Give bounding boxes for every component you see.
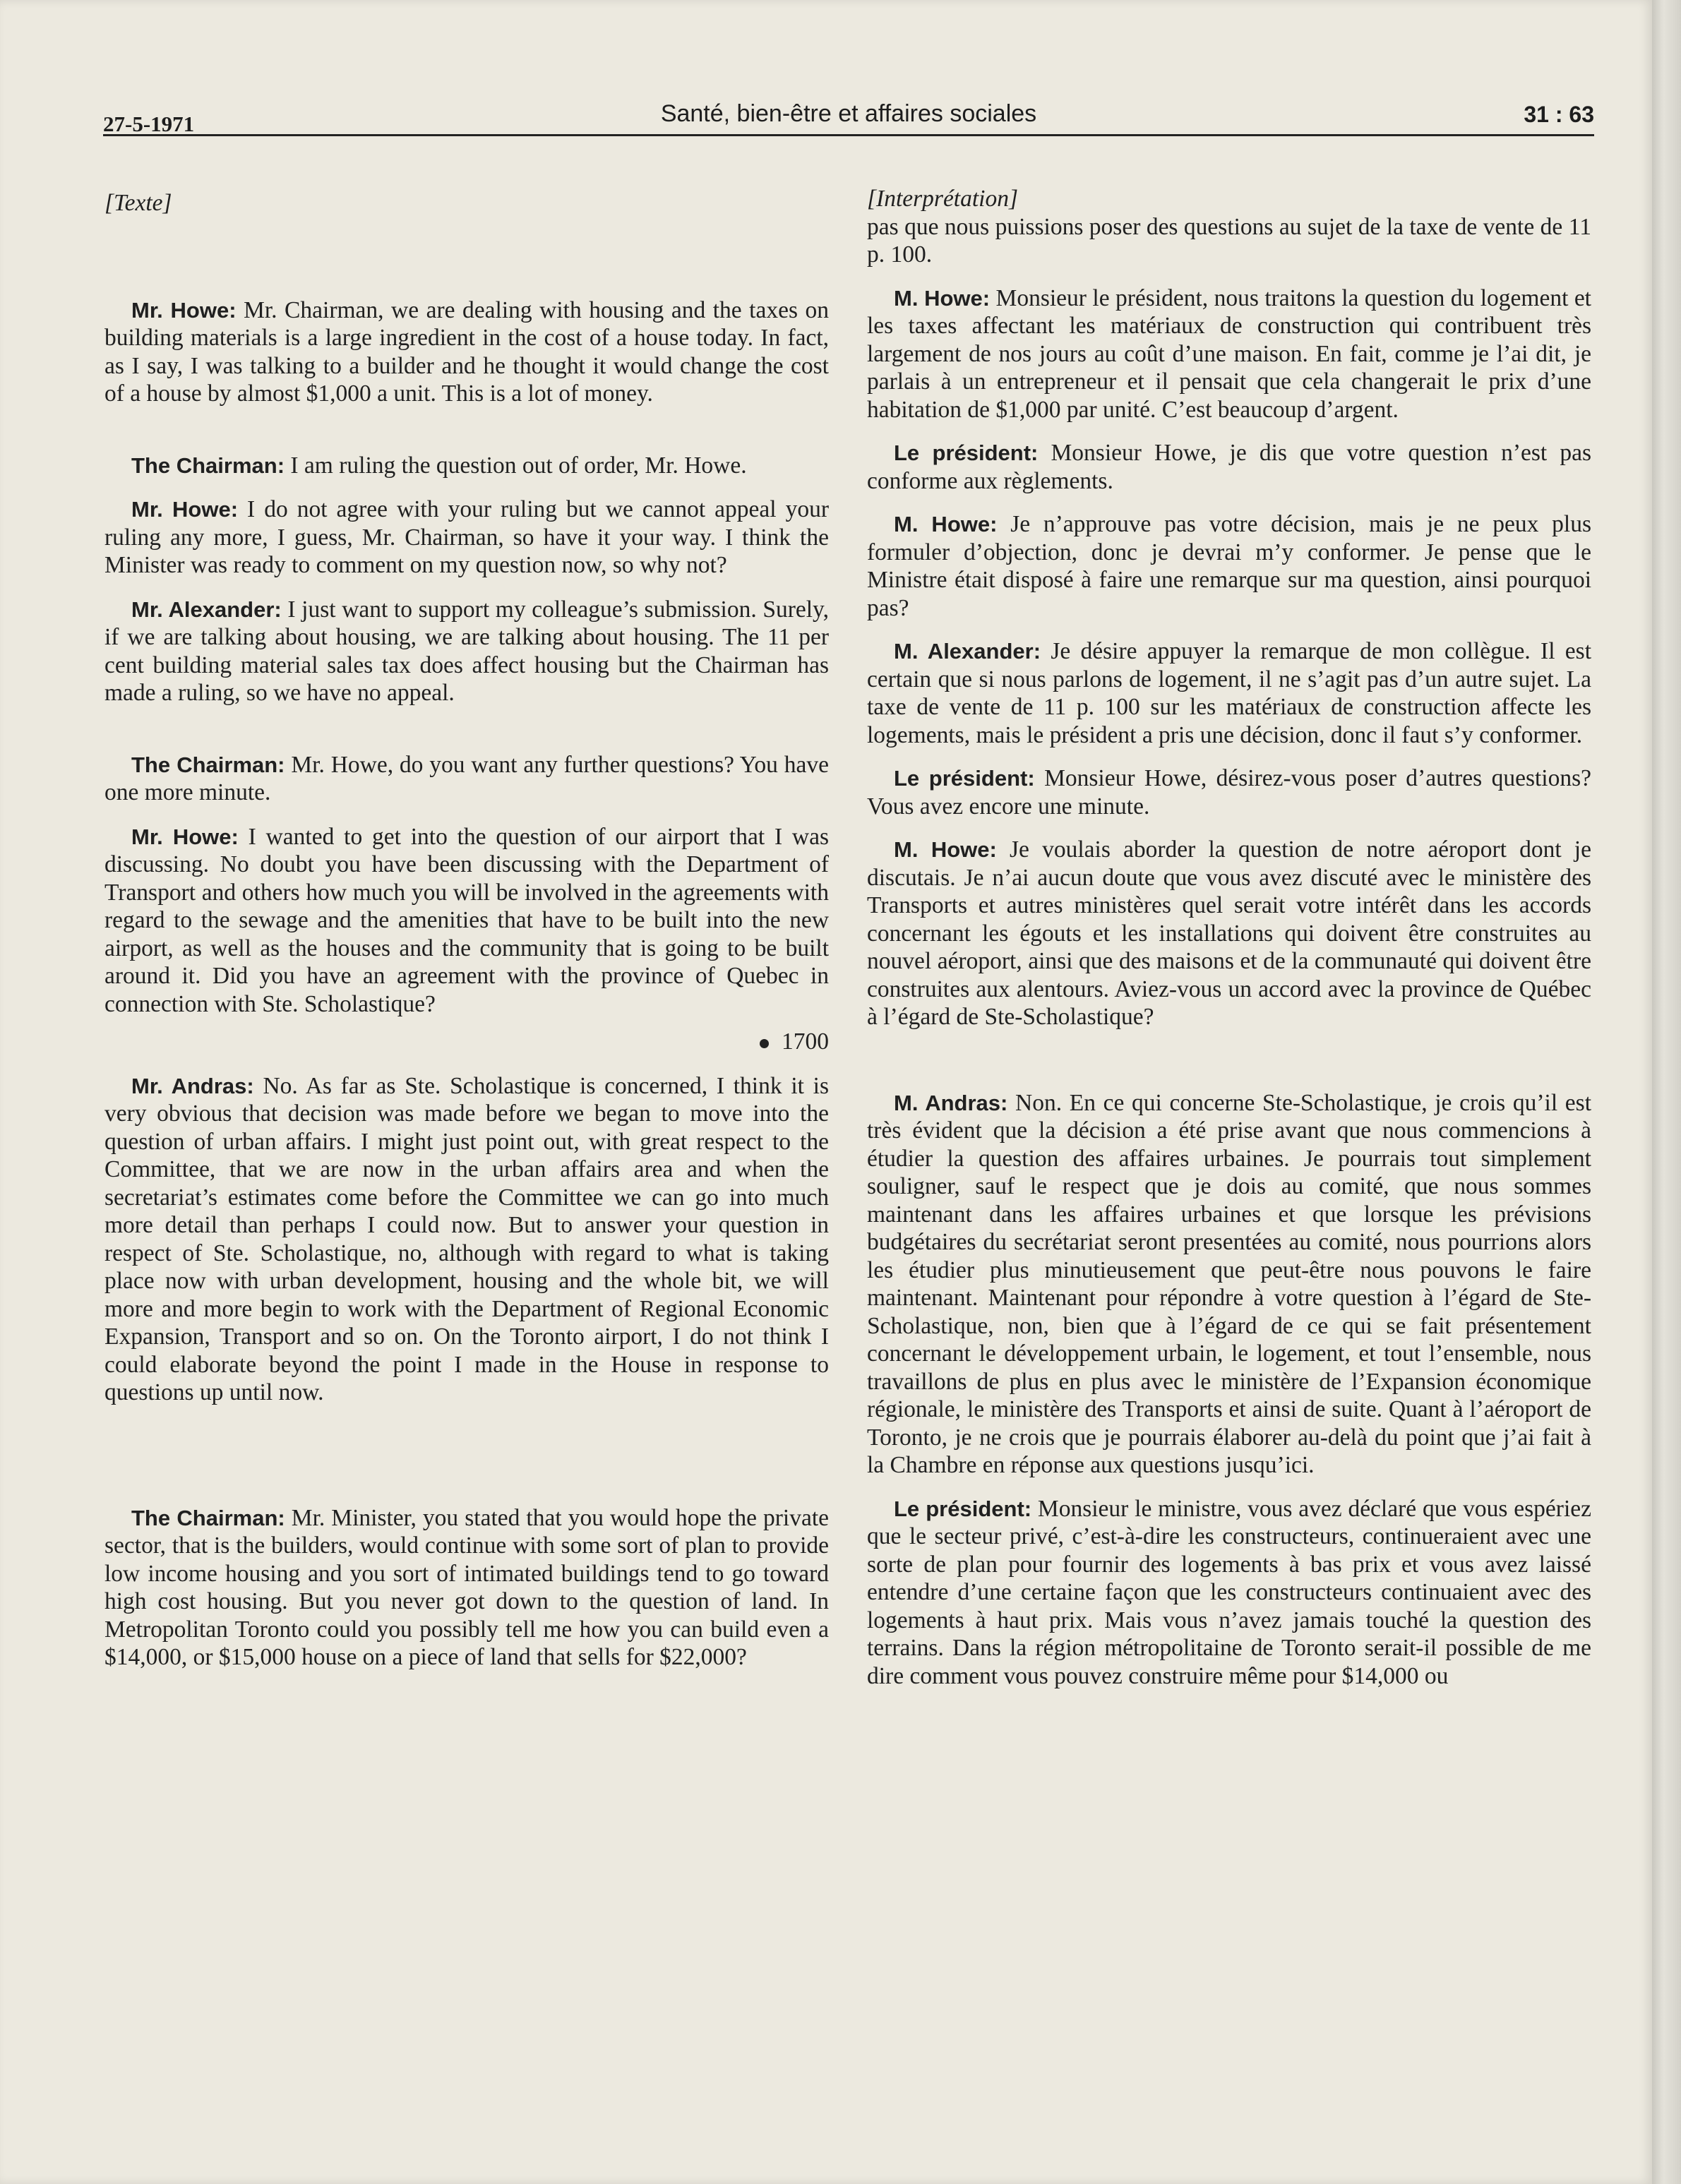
paragraph: [867, 510, 1591, 622]
paragraph: [867, 439, 1591, 495]
paragraph-text: Je n’approuve pas votre décision, mais je ne peux plus formuler d’objection, donc je devrai m’y conformer. Je pense que le Ministre était disposé à faire une remarque sur ma question, ainsi pourquoi pas?: [867, 511, 1591, 621]
speaker-name: Le président:: [894, 440, 1039, 465]
paragraph: [104, 1504, 829, 1672]
paragraph-text: I am ruling the question out of order, Mr. Howe.: [290, 452, 747, 479]
paragraph: [104, 751, 829, 807]
section-label-texte: [Texte]: [104, 190, 172, 216]
paragraph: [104, 823, 829, 1019]
paragraph-text: Monsieur Howe, je dis que votre question n’est pas conforme aux règlements.: [867, 440, 1591, 494]
paragraph: [867, 836, 1591, 1031]
speaker-name: M. Howe:: [894, 512, 998, 536]
paragraph: [867, 1089, 1591, 1480]
paragraph-text: Monsieur Howe, désirez-vous poser d’autres questions? Vous avez encore une minute.: [867, 765, 1592, 820]
page-edge: [1652, 0, 1681, 2184]
paragraph: [104, 496, 829, 580]
paragraph: [867, 284, 1591, 424]
continuation-text: pas que nous puissions poser des questions au sujet de la taxe de vente de 11 p. 100.: [867, 213, 1591, 268]
page-number: 31 : 63: [1524, 102, 1594, 127]
header-title: Santé, bien-être et affaires sociales: [660, 100, 1037, 127]
speaker-name: Mr. Howe:: [131, 497, 239, 522]
speaker-name: M. Howe:: [894, 285, 991, 311]
paragraph-text: I just want to support my colleague’s submission. Surely, if we are talking about housing, we are talking about housing. The 11 per cent building material sales tax does affect housing but the Chairman has made a ruling, so we have no appeal.: [104, 596, 829, 706]
speaker-name: Mr. Alexander:: [131, 596, 282, 622]
paragraph: [104, 296, 829, 408]
speaker-name: M. Howe:: [894, 837, 997, 862]
speaker-name: Mr. Andras:: [131, 1073, 254, 1098]
speaker-name: Le président:: [894, 766, 1035, 791]
speaker-name: M. Alexander:: [894, 639, 1041, 664]
paragraph: [104, 1072, 829, 1407]
paragraph-text: Je désire appuyer la remarque de mon collègue. Il est certain que si nous parlons de logement, il ne s’agit pas d’un autre sujet. La taxe de vente de 11 p. 100 sur les matériaux de construction affecte les logements, mais le président a pris une décision, donc il faut s’y conformer.: [867, 638, 1592, 748]
speaker-name: M. Andras:: [894, 1090, 1008, 1115]
paragraph: [104, 452, 829, 480]
speaker-name: The Chairman:: [131, 752, 285, 777]
paragraph: [867, 764, 1591, 820]
section-label-interpretation: [Interprétation]: [867, 186, 1019, 212]
running-head: [103, 97, 1594, 140]
paragraph-text: Non. En ce qui concerne Ste-Scholastique, je crois qu’il est très évident que la décision a été prise avant que nous commencions à étudier la question des affaires urbaines. Je pourrais tout simplement souligner, sauf le respect que je dois au comité, que nous sommes maintenant dans les affaires urbaines et que lorsque les prévisions budgétaires du secrétariat seront presentées au comité, nous pourrions alors les étudier plus minutieusement que peut-être nous pouvons le faire maintenant. Maintenant pour répondre à votre question à l’égard de Ste-Scholastique, non, bien que à l’égard de ce qui se fait présentement concernant le développement urbain, le logement, et tout l’ensemble, nous travaillons de plus en plus avec le ministère de l’Expansion économique régionale, le ministère des Transports et ainsi de suite. Quant à l’aéroport de Toronto, je ne crois que je pourrais élaborer au-delà du point que j’ai fait à la Chambre en réponse aux questions jusqu’ici.: [867, 1089, 1592, 1478]
speaker-name: Mr. Howe:: [131, 297, 237, 323]
paragraph-text: Mr. Minister, you stated that you would hope the private sector, that is the builders, would continue with some sort of plan to provide low income housing and you sort of intimated buildings tend to go toward high cost housing. But you never got down to the question of land. In Metropolitan Toronto could you possibly tell me how you can build even a $14,000, or $15,000 house on a piece of land that sells for $22,000?: [104, 1504, 830, 1670]
paragraph: [867, 637, 1591, 749]
time-marker-text: 1700: [782, 1028, 829, 1055]
paragraph-text: I wanted to get into the question of our airport that I was discussing. No doubt you have been discussing with the Department of Transport and others how much you will be involved in the agreements with regard to the sewage and the amenities that have to be built into the new airport, as well as the houses and the community that is going to be built around it. Did you have an agreement with the province of Quebec in connection with Ste. Scholastique?: [104, 823, 829, 1017]
paragraph: [104, 596, 829, 707]
paragraph-text: Monsieur le ministre, vous avez déclaré que vous espériez que le secteur privé, c’est-à-dire les constructeurs, continueraient avec une sorte de plan pour fournir des logements à bas prix et vous avez laissé entendre d’une certaine façon que les constructeurs continuaient avec des logements à haut prix. Mais vous n’avez jamais touché la question des terrains. Dans la région métropolitaine de Toronto serait-il possible de me dire comment vous pouvez construire même pour $14,000 ou: [867, 1495, 1591, 1689]
speaker-name: Le président:: [894, 1496, 1032, 1521]
bullet-icon: [760, 1039, 769, 1048]
english-column: [104, 185, 829, 1672]
paragraph: [867, 1495, 1591, 1691]
speaker-name: Mr. Howe:: [131, 824, 239, 849]
header-rule: [103, 134, 1594, 136]
paragraph-text: I do not agree with your ruling but we cannot appeal your ruling any more, I guess, Mr. Chairman, so have it your way. I think the Minister was ready to comment on my question now, so why not?: [104, 496, 830, 578]
french-column: [867, 185, 1591, 1690]
speaker-name: The Chairman:: [131, 1505, 285, 1530]
paragraph-text: Je voulais aborder la question de notre aéroport dont je discutais. Je n’ai aucun doute que vous avez discuté avec le ministère des Transports et autres ministères quel serait votre intérêt dans les accords concernant les égouts et les installations qui doivent être construites au nouvel aéroport, ainsi que des maisons et de la communauté qui doivent être construites aux alentours. Aviez-vous un accord avec la province de Québec à l’égard de Ste-Scholastique?: [867, 836, 1591, 1030]
paragraph-text: No. As far as Ste. Scholastique is concerned, I think it is very obvious that decision was made before we began to move into the question of urban affairs. I might just point out, with great respect to the Committee, that we are now in the urban affairs area and when the secretariat’s estimates come before the Committee we can go into much more detail than perhaps I could now. But to answer your question in respect of Ste. Scholastique, no, although with regard to what is taking place now with urban development, housing and the whole bit, we will more and more begin to work with the Department of Regional Economic Expansion, Transport and so on. On the Toronto airport, I do not think I could elaborate beyond the point I made in the House in response to questions up until now.: [104, 1072, 830, 1405]
speaker-name: The Chairman:: [131, 452, 285, 478]
paragraph-text: Mr. Chairman, we are dealing with housing and the taxes on building materials is a large ingredient in the cost of a house today. In fact, as I say, I was talking to a builder and he thought it would change the cost of a house by almost $1,000 a unit. This is a lot of money.: [104, 296, 829, 407]
time-marker: [104, 1028, 829, 1056]
paragraph-text: Monsieur le président, nous traitons la question du logement et les taxes affectant les matériaux de construction qui contribuent très largement de nos jours au coût d’une maison. En fait, comme je l’ai dit, je parlais à un entrepreneur et il pensait que cela changerait le prix d’une habitation de $1,000 par unité. C’est beaucoup d’argent.: [867, 284, 1591, 423]
paragraph-text: Mr. Howe, do you want any further questions? You have one more minute.: [104, 751, 830, 805]
header-date: 27-5-1971: [103, 112, 195, 136]
